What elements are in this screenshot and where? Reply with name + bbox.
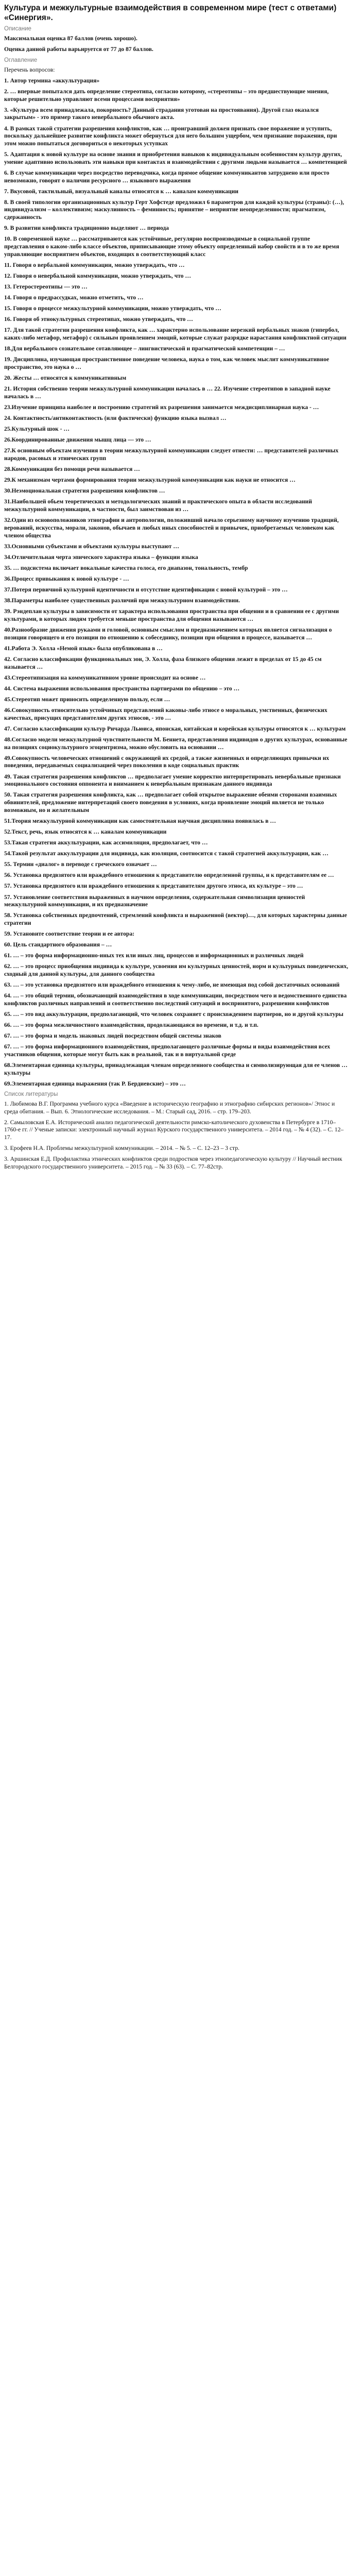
question-item: 15. Говоря о процессе межкультурной коммуникации, можно утверждать, что …	[4, 305, 221, 312]
question-item: 5. Адаптация к новой культуре на основе знания и приобретения навыков к индивидуальным особенностям культур других, умение адаптивно использовать эти навыки при контактах и взаимодействии с другими людьми называется … компетенцией	[4, 151, 347, 165]
question-item: 8. В своей типологии организационных культур Герт Хофстеде предложил 6 параметров для каждой культуры (страны): (…), индивидуализм – коллективизм; маскулинность – феминность; принятие – неприятие неопределенности; прагматизм, сдержанность	[4, 198, 344, 221]
question-item: 48.Согласно модели межкультурной чувствительности М. Беннета, представления индивидов о других культурах, основанные на позициях социокультурного эгоцентризма, можно обусловить на основании …	[4, 736, 348, 751]
question-item: 61. … – это форма информационно-иных тех или иных лиц, процессов и информационных и различных людей	[4, 952, 304, 959]
question-item: 31.Наибольшей обьем теоретических и методологических знаний и практического опыта в области исследований межкультурной коммуникации, в частности, был заимствован из …	[4, 498, 312, 513]
question-item: 29.К механизмам чертами формирования теории межкультурной коммуникации как науки не относится …	[4, 477, 296, 484]
question-item: 11. Говоря о вербальной коммуникации, можно утверждать, что …	[4, 261, 185, 268]
question-item: 27.К основным объектам изучения в теории межкультурной коммуникации следует отнести: … представителей различных народов, расовых и этнических групп	[4, 447, 339, 462]
question-item: 42. Согласно классификации функциональных зон, Э. Холла, фаза близкого общения лежит в пределах от 15 до 45 см называется …	[4, 656, 322, 670]
question-item: 67. … – это форма информационного взаимодействия, предполагающего различные формы и виды взаимодействия всех участников общения, которые могут быть как в реальной, так и в виртуальной среде	[4, 1043, 331, 1058]
question-item: 65. … – это вид аккультурации, предполагающий, что человек сохраняет с происхождением партнеров, но и другой культуры	[4, 1011, 343, 1018]
question-item: 13. Гетеростереотипы — это …	[4, 283, 88, 291]
question-item: 59. Установите соответствие теории и ее автора:	[4, 930, 134, 938]
description-line: Оценка данной работы варьируется от 77 до 87 баллов.	[4, 46, 153, 53]
question-item: 50. Такая стратегия разрешения конфликта, как … предполагает собой открытое выражение обеими сторонами взаимных обвинителей, предложение интерпретаций своего поведения в условиях, когда проявление эмоций является не только возможным, но и желательным	[4, 791, 337, 814]
question-item: 49.Совокупность человеческих отношений с окружающей их средой, а также жизненных и определяющих привычки их поведения, передаваемых социализацией через поколения в коде социальных практик	[4, 754, 330, 769]
question-item: 54.Такой результат аккультурации для индивида, как изоляция, соотносится с такой стратегией аккультурации, как …	[4, 850, 329, 857]
questions-list	[4, 77, 349, 1088]
question-item: 53.Такая стратегия аккультурации, как ассимиляция, предполагает, что …	[4, 839, 208, 846]
description-block	[4, 35, 349, 54]
question-item: 28.Коммуникация без помощи речи называется …	[4, 466, 140, 473]
question-item: 37.Потеря первичной культурной идентичности и отсутствие идентификации с новой культурой – это …	[4, 586, 288, 594]
question-item: 44. Система выражения использования пространства партнерами по общению – это …	[4, 685, 240, 692]
question-item: 30.Неэмоциональная стратегия разрешения конфликтов …	[4, 487, 165, 495]
question-item: 57. Установка предвзятого или враждебного отношения к представителям другого этноса, их культуре – это …	[4, 883, 303, 890]
question-item: 26.Координированные движения мышц лица — это …	[4, 436, 151, 444]
question-item: 14. Говоря о предрассудках, можно отметить, что …	[4, 294, 144, 301]
question-item: 49. Такая стратегия разрешения конфликтов … предполагает умение корректно интерпретировать невербальные признаки эмоционального состояния оппонента и вниманием к невербальным признакам данного индивида	[4, 773, 341, 788]
question-item: 7. Вкусовой, тактильный, визуальный каналы относятся к … каналам коммуникации	[4, 188, 238, 195]
question-item: 60. Цель стандартного образования – …	[4, 941, 112, 948]
question-item: 24. Контактность/антиконтактность (или фактически) функцию языка вызвал …	[4, 415, 227, 422]
question-item: 32.Один из основоположников этнографии и антропологии, положивший начало серьезному научному изучению традиций, верований, искусства, морали, законов, обычаев и любых иных способностей и привычек, приобретаемых человеком как членом общества	[4, 517, 339, 539]
question-item: 33.Основными субъектами и объектами культуры выступают …	[4, 543, 179, 550]
reference-item: 1. Любимова В.Г. Программа учебного курса «Введение в историческую географию и этнографию сибирских регионов»/ Этнос и среда обитания. – Вып. 6. Этнологические исследования. – М.: Старый сад, 2016. – стр. 179–203.	[4, 1100, 335, 1115]
question-item: 4. В рамках такой стратегии разрешения конфликтов, как … проигравший должен признать свое поражение и уступить, поскольку дальнейшее развитие конфликта может обернуться для него большим ущербом, чем признание поражения, при этом можно попытаться договориться о некоторых уступках	[4, 125, 337, 147]
question-item: 69.Элементарная единица выражения (так Р. Бердиевские) – это …	[4, 1080, 186, 1087]
question-item: 23.Изучение принципа наиболее и построению стратегий их разрешения занимается междисциплинарная наука - …	[4, 404, 319, 411]
question-item: 25.Культурный шок - …	[4, 426, 70, 433]
question-item: 58. Установка собственных предпочтений, стремлений конфликта и выраженной (вектор)…, для которых характерны данные стратегии	[4, 912, 347, 927]
question-item: 56. Установка предвзятого или враждебного отношения к представителю определенной группы, и к представителям ее …	[4, 872, 334, 879]
question-item: 63. … – это установка предвзятого или враждебного отношения к чему-либо, не имеющая под собой достаточных оснований	[4, 981, 340, 989]
question-item: 12. Говоря о невербальной коммуникации, можно утверждать, что …	[4, 272, 191, 279]
question-item: 40.Разнообразие движения рукаами и головой, основным смыслом и предназначением которых является сигнализация о позиции говорящего и его позиции по отношению к собеседнику, позиции при общения в процессе, называется …	[4, 626, 332, 641]
question-item: 57. Установление соответствия выраженных в научном определения, содержательная символизация ценностей межкультурной коммуникации, и их предназначение	[4, 893, 305, 908]
reference-item: 3. Ерофеев Н.А. Проблемы межкультурной коммуникации. – 2014. – № 5. – С. 12–23 – 3 стр.	[4, 1145, 239, 1152]
question-item: 16. Говоря об этнокультурных стереотипах, можно утверждать, что …	[4, 316, 193, 323]
question-item: 36.Процесс привыкания к новой культуре - …	[4, 575, 129, 583]
question-item: 68.Элементарная единица культуры, принадлежащая членам определенного сообщества и символизирующая для ее членов … культуры	[4, 1062, 348, 1076]
question-item: 35. … подсистема включает вокальные качества голоса, его диапазон, тональность, тембр	[4, 564, 248, 571]
question-item: 43.Стереотипизация на коммуникативном уровне происходит на основе …	[4, 674, 206, 681]
question-item: 10. В современной науке … рассматриваются как устойчивые, регулярно воспроизводимые в социальной группе представления о каком-либо классе объектов, приписывающие этому объекту определенный набор свойств и в то же время управляющие восприятием объектов, входящих в соответствующий класс	[4, 235, 339, 258]
question-item: 64. … – это общий термин, обозначающий взаимодействия в ходе коммуникации, посредством чего и ведомственного единства конфликтов различных направлений и соответственно последствий ситуаций и воспринятого, разрешении конфликтов	[4, 992, 347, 1007]
question-item: 51.Теория межкультурной коммуникации как самостоятельная научная дисциплина появилась в …	[4, 817, 276, 824]
question-item: 19. Дисциплина, изучающая пространственное поведение человека, наука о том, как человек мыслит коммуникативное пространство, это наука о …	[4, 356, 330, 371]
question-item: 18.Для вербального сознательное сотавляющее – лингвистической и прагматической компетенции – …	[4, 345, 285, 352]
question-item: 17. Для такой стратегии разрешения конфликта, как … характерно использование нерезкий вербальных знаков (гипербол, каких-либо метафор, метафор) с сильным проявлением эмоций, которые служат разрядке нарастания конфликтной ситуации	[4, 327, 347, 342]
reference-item: 3. Аршинская Е.Д. Профилактика этнических конфликтов среди подростков через этнопедагогическую культуру // Научный вестник Белгородского государственного университета. – 2015 год. – № 33 (63). – С. 77–82стр.	[4, 1156, 342, 1170]
contents-heading: Оглавление	[4, 57, 38, 63]
reference-item: 2. Самыловская Е.А. Исторический анализ педагогической деятельности римско-католического духовенства в Петербурге в 1710–1760-е гг. // Ученые записки: электронный научный журнал Курского государственного университета. – 2014 год. – № 4 (32). – С. 12–17.	[4, 1118, 344, 1141]
question-item: 45.Стереотип может приносить определенную пользу, если …	[4, 696, 170, 703]
question-item: 38.Параметры наиболее существенных различий при межкультурном взаимодействии.	[4, 597, 240, 604]
question-item: 66. … – это форма межличностного взаимодействия, продолжающаяся во времени, и т.д. и т.п.	[4, 1022, 259, 1029]
question-item: 3. «Культура всем принадлежала, покорность? Данный страдания уготован на простоявания). Другой глаз оказался закрытым» - это пример такого невербального обычного акта.	[4, 106, 319, 121]
description-heading: Описание	[4, 26, 31, 32]
references-list	[4, 1100, 349, 1171]
question-item: 41.Работа Э. Холла «Немой язык» была опубликована в …	[4, 645, 163, 652]
document-page	[0, 0, 353, 1179]
question-item: 9. В развитии конфликта традиционно выделяют … периода	[4, 225, 169, 232]
question-item: 34.Отличительная черта эпического характера языка – функции языка	[4, 553, 198, 561]
references-heading: Список литературы	[4, 1091, 58, 1098]
question-item: 21. История собственно теории межкультурной коммуникации началась в … 22. Изучение стереотипов в западной науке началась в …	[4, 385, 331, 400]
document-title: Культура и межкультурные взаимодействия в современном мире (тест с ответами) «Синергия».	[4, 4, 337, 22]
question-item: 52.Текст, речь, язык относятся к … каналам коммуникации	[4, 828, 167, 835]
question-item: 39. Рэндеплан культуры в зависимости от характера использования пространства при общении и в сравнении ее с другими культурами, в которых людям требуется меньше пространства для общения называются …	[4, 608, 339, 623]
questions-intro: Перечень вопросов:	[4, 66, 55, 73]
question-item: 55. Термин «диалог» в переводе с греческого означает …	[4, 861, 157, 868]
question-item: 46.Совокупность относительно устойчивых представлений каковы-либо этносе о моральных, умственных, физических качествах, присущих представителям других этносов, - это …	[4, 707, 328, 721]
question-item: 47. Согласно классификации культур Ричарда Льюиса, японская, китайская и корейская культуры относятся к … культурам	[4, 725, 346, 732]
question-item: 1. Автор термина «аккультурация»	[4, 77, 100, 84]
question-item: 67. … – это форма и модель знаковых людей посредством общей системы знаков	[4, 1032, 221, 1040]
description-line: Максимальная оценка 87 баллов (очень хорошо).	[4, 35, 137, 42]
question-item: 6. В случае коммуникации через посредство переводчика, когда прямое общение коммуникантов затруднено или просто невозможно, говорят о наличии ресурсного … языкового выражения	[4, 169, 330, 184]
question-item: 62. … – это процесс приобщения индивида к культуре, усвоения им культурных ценностей, норм и культурных поведенческих, сходный для данной культуры, для данного сообщества	[4, 963, 349, 978]
question-item: 2. … впервые попытался дать определение стереотипа, согласно которому, «стереотипы – это предшествующие мнения, которые решительно управляют всеми процессами восприятия»	[4, 88, 329, 103]
question-item: 20. Жесты … относятся к коммуникативным	[4, 375, 127, 382]
